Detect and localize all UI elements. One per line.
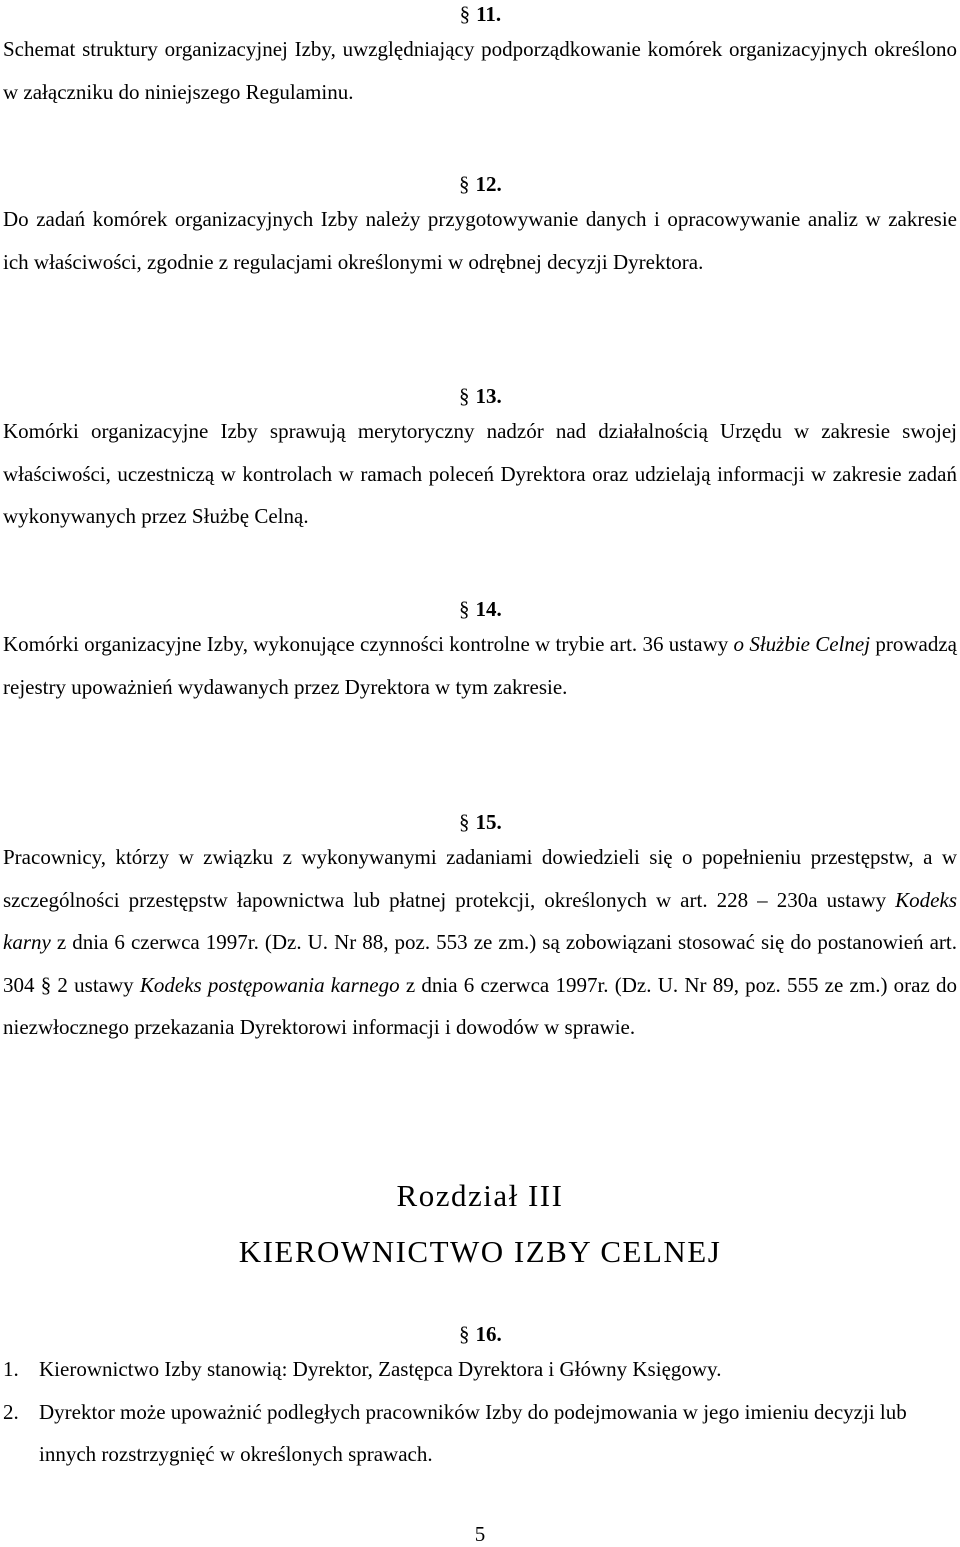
paragraph-text: 2 ustawy bbox=[51, 972, 140, 997]
section-heading bbox=[3, 1320, 957, 1348]
section-16 bbox=[3, 1320, 957, 1476]
section-heading bbox=[3, 808, 957, 836]
list-item-text: Dyrektor może upoważnić podległych pracowników Izby do podejmowania w jego imieniu decyzji lub innych rozstrzygnięć w określonych sprawach. bbox=[39, 1399, 907, 1467]
section-symbol: § bbox=[459, 172, 470, 196]
page-number: 5 bbox=[474, 1522, 486, 1546]
section-heading bbox=[3, 0, 957, 28]
section-12 bbox=[3, 170, 957, 283]
section-number: 12. bbox=[475, 172, 502, 196]
paragraph-text: z dnia 6 czerwca 1997r. (Dz. U. Nr 89, poz. 555 ze zm.) oraz do niezwłocznego przekazania Dyrektorowi informacji i dowodów w sprawie. bbox=[3, 972, 958, 1040]
list-item bbox=[3, 1391, 957, 1476]
section-paragraph: Komórki organizacyjne Izby sprawują merytoryczny nadzór nad działalnością Urzędu w zakresie swojej właściwości, uczestniczą w kontrolach w ramach poleceń Dyrektora oraz udzielają informacji w zakresie zadań wykonywanych przez Służbę Celną. bbox=[3, 419, 957, 529]
section-symbol: § bbox=[459, 384, 470, 408]
act-title-italic: o Służbie Celnej bbox=[733, 632, 871, 656]
section-symbol-inline: § bbox=[40, 972, 52, 997]
section-paragraph bbox=[3, 623, 957, 708]
section-number: 15. bbox=[475, 810, 502, 834]
section-number: 14. bbox=[475, 597, 502, 621]
section-symbol: § bbox=[459, 810, 470, 834]
paragraph-text: z dnia 6 czerwca 1997r. (Dz. U. Nr 88, poz. 553 ze zm.) są zobowiązani stosować się do postanowień art. 304 bbox=[3, 930, 957, 997]
list-item bbox=[3, 1348, 957, 1391]
section-14 bbox=[3, 595, 957, 708]
section-15 bbox=[3, 808, 957, 1049]
section-number: 11. bbox=[476, 2, 502, 26]
list-item-number: 2. bbox=[3, 1399, 19, 1424]
chapter-label: Rozdział III bbox=[396, 1178, 564, 1213]
act-title-italic: Kodeks karny bbox=[3, 887, 957, 955]
section-13 bbox=[3, 382, 957, 538]
section-number: 16. bbox=[475, 1322, 502, 1346]
section-11 bbox=[3, 0, 957, 113]
section-heading bbox=[3, 595, 957, 623]
paragraph-text: prowadzą rejestry upoważnień wydawanych przez Dyrektora w tym zakresie. bbox=[3, 632, 958, 699]
chapter-title: KIEROWNICTWO IZBY CELNEJ bbox=[238, 1234, 722, 1269]
section-paragraph: Schemat struktury organizacyjnej Izby, uwzględniający podporządkowanie komórek organizacyjnych określono w załączniku do niniejszego Regulaminu. bbox=[3, 37, 957, 104]
list-item-number: 1. bbox=[3, 1357, 19, 1381]
section-heading bbox=[3, 382, 957, 410]
section-number: 13. bbox=[475, 384, 502, 408]
section-symbol: § bbox=[459, 1322, 470, 1346]
act-title-italic: Kodeks postępowania karnego bbox=[139, 972, 400, 997]
section-symbol: § bbox=[459, 2, 471, 26]
numbered-list bbox=[3, 1348, 957, 1476]
section-paragraph: Do zadań komórek organizacyjnych Izby należy przygotowywanie danych i opracowywanie analiz w zakresie ich właściwości, zgodnie z regulacjami określonymi w odrębnej decyzji Dyrektora. bbox=[3, 207, 957, 274]
list-item-text: Kierownictwo Izby stanowią: Dyrektor, Zastępca Dyrektora i Główny Księgowy. bbox=[39, 1357, 722, 1381]
section-heading bbox=[3, 170, 957, 198]
section-paragraph bbox=[3, 836, 957, 1049]
section-symbol: § bbox=[459, 597, 470, 621]
paragraph-text: Komórki organizacyjne Izby, wykonujące czynności kontrolne w trybie art. 36 ustawy bbox=[3, 632, 734, 656]
paragraph-text: Pracownicy, którzy w związku z wykonywanymi zadaniami dowiedzieli się o popełnieniu przestępstw, a w szczególności przestępstw łapownictwa lub płatnej protekcji, określonych w art. 228 – 230a ustawy bbox=[3, 845, 957, 912]
